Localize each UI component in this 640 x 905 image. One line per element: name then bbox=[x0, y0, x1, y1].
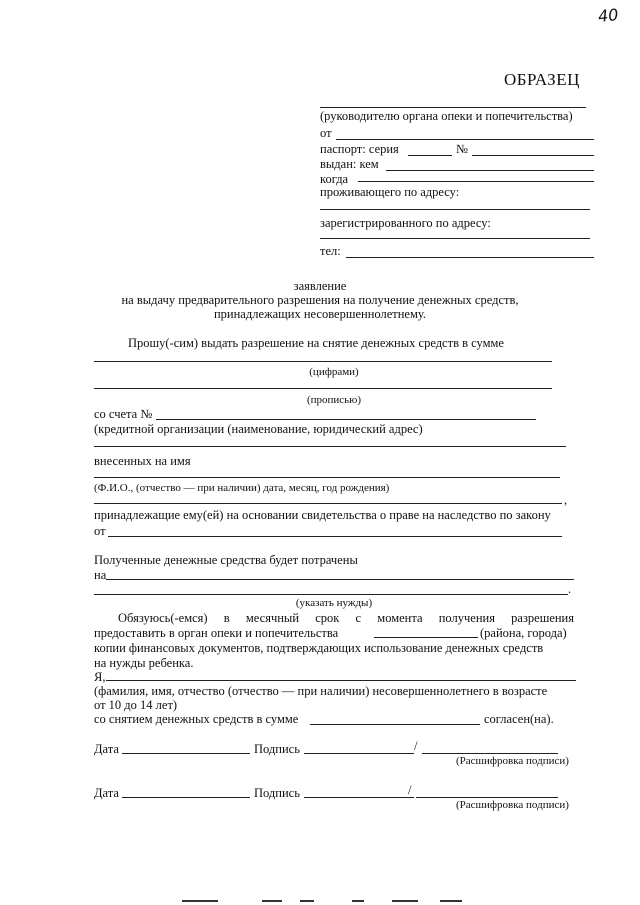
sig1-slash: / bbox=[414, 739, 418, 753]
sig1-sign-label: Подпись bbox=[254, 742, 300, 756]
phone-label: тел: bbox=[320, 244, 341, 258]
bank-line bbox=[94, 446, 566, 447]
inheritance-from-line bbox=[108, 536, 562, 537]
sig1-date-line bbox=[122, 753, 250, 754]
phone-line bbox=[346, 257, 594, 258]
words-line bbox=[94, 388, 552, 389]
spent-line-1 bbox=[106, 579, 574, 580]
spent-dot: . bbox=[568, 582, 572, 596]
registered-address-line bbox=[320, 238, 590, 239]
consent-text-b: согласен(на). bbox=[484, 712, 554, 726]
request-text: Прошу(-сим) выдать разрешение на снятие денежных средств в сумме bbox=[128, 336, 504, 350]
sig2-sign-label: Подпись bbox=[254, 786, 300, 800]
scan-artifact bbox=[300, 900, 314, 902]
sig2-slash: / bbox=[408, 783, 412, 797]
sig2-date-label: Дата bbox=[94, 786, 119, 800]
obligation-line-4: на нужды ребенка. bbox=[94, 656, 194, 670]
scan-artifact bbox=[352, 900, 364, 902]
sig1-sign-line bbox=[304, 753, 414, 754]
consent-text-a: со снятием денежных средств в сумме bbox=[94, 712, 299, 726]
spent-line-2 bbox=[94, 594, 568, 595]
digits-line bbox=[94, 361, 552, 362]
sig2-decode-hint: (Расшифровка подписи) bbox=[456, 799, 569, 811]
issued-by-label: выдан: кем bbox=[320, 157, 379, 171]
inheritance-text: принадлежащие ему(ей) на основании свидетельства о праве на наследство по закону bbox=[94, 508, 551, 522]
fio-hint: (Ф.И.О., (отчество — при наличии) дата, месяц, год рождения) bbox=[94, 482, 390, 494]
minor-hint-1: (фамилия, имя, отчество (отчество — при наличии) несовершеннолетнего в возрасте bbox=[94, 684, 548, 698]
title-line-1: заявление bbox=[293, 279, 347, 293]
residing-address-line bbox=[320, 209, 590, 210]
addressee-line bbox=[320, 107, 586, 108]
scan-artifact bbox=[262, 900, 282, 902]
i-label: Я, bbox=[94, 670, 106, 684]
sig2-sign-line bbox=[304, 797, 414, 798]
digits-hint: (цифрами) bbox=[309, 366, 359, 378]
passport-series-label: паспорт: серия bbox=[320, 142, 399, 156]
fio-line bbox=[94, 503, 562, 504]
sig1-date-label: Дата bbox=[94, 742, 119, 756]
sample-stamp: ОБРАЗЕЦ bbox=[504, 70, 580, 89]
issued-when-line bbox=[358, 181, 594, 182]
account-label: со счета № bbox=[94, 407, 153, 421]
deposited-label: внесенных на имя bbox=[94, 454, 191, 468]
addressee-label: (руководителю органа опеки и попечительства) bbox=[320, 109, 573, 123]
residing-address-label: проживающего по адресу: bbox=[320, 185, 460, 199]
title-line-2: на выдачу предварительного разрешения на получение денежных средств, bbox=[121, 293, 519, 307]
from-line bbox=[336, 139, 594, 140]
sig2-decode-line bbox=[416, 797, 558, 798]
title-line-3: принадлежащих несовершеннолетнему. bbox=[213, 307, 427, 321]
sig2-date-line bbox=[122, 797, 250, 798]
obligation-line-2a: предоставить в орган опеки и попечительства bbox=[94, 626, 339, 640]
passport-series-line bbox=[408, 155, 452, 156]
obligation-line-1: Обязуюсь(-емся) в месячный срок с момента получения разрешения bbox=[118, 611, 574, 625]
scan-artifact bbox=[440, 900, 462, 902]
needs-hint: (указать нужды) bbox=[295, 597, 373, 609]
on-label: на bbox=[94, 568, 107, 582]
account-line bbox=[156, 419, 536, 420]
issued-when-label: когда bbox=[320, 172, 349, 186]
passport-no-label: № bbox=[456, 142, 468, 156]
passport-no-line bbox=[472, 155, 594, 156]
from-label: от bbox=[320, 126, 332, 140]
obligation-line-2b: (района, города) bbox=[480, 626, 567, 640]
from-short-label: от bbox=[94, 524, 106, 538]
obligation-line-3: копии финансовых документов, подтверждающих использование денежных средств bbox=[94, 641, 544, 655]
consent-amount-line bbox=[310, 724, 480, 725]
minor-hint-2: от 10 до 14 лет) bbox=[94, 698, 178, 712]
words-hint: (прописью) bbox=[306, 394, 362, 406]
scan-artifact bbox=[182, 900, 218, 902]
sig1-decode-line bbox=[422, 753, 558, 754]
deposited-line bbox=[94, 477, 560, 478]
sig1-decode-hint: (Расшифровка подписи) bbox=[456, 755, 569, 767]
page-number: 40 bbox=[597, 4, 620, 27]
fio-comma: , bbox=[564, 493, 568, 507]
bank-hint: (кредитной организации (наименование, юридический адрес) bbox=[94, 422, 423, 436]
authority-line bbox=[374, 637, 478, 638]
spent-text: Полученные денежные средства будет потрачены bbox=[94, 553, 358, 567]
scan-artifact bbox=[392, 900, 418, 902]
minor-name-line bbox=[106, 680, 576, 681]
registered-address-label: зарегистрированного по адресу: bbox=[320, 216, 491, 230]
issued-by-line bbox=[386, 170, 594, 171]
